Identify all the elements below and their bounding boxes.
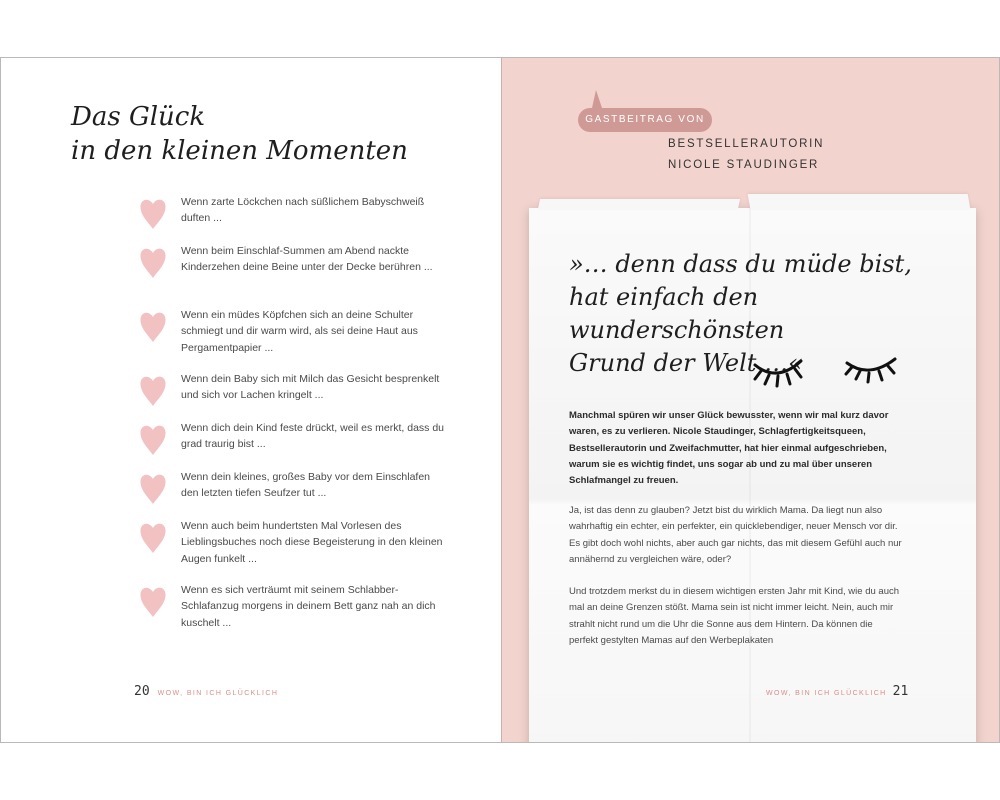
list-item [139, 307, 459, 371]
heart-icon [139, 245, 167, 279]
list-item [139, 194, 459, 243]
folio-left [134, 684, 278, 699]
heart-icon [139, 373, 167, 407]
wish-text: Wenn zarte Löckchen nach süßlichem Babyschweiß duften ... [181, 196, 425, 225]
heart-icon [139, 520, 167, 554]
wish-text: Wenn dich dein Kind feste drückt, weil es merkt, dass du grad traurig bist ... [181, 422, 445, 451]
list-item [139, 582, 459, 646]
wish-text: Wenn ein müdes Köpfchen sich an deine Schulter schmiegt und dir warm wird, als sei deine Haut aus Pergamentpapier ... [181, 309, 418, 354]
list-item [139, 371, 459, 420]
heart-icon [139, 471, 167, 505]
heart-icon [139, 422, 167, 456]
body-paragraph-2: Und trotzdem merkst du in diesem wichtigen ersten Jahr mit Kind, wie du auch mal an deine Grenzen stößt. Mama sein ist nicht immer leicht. Nein, auch mir strahlt nicht rund um die Uhr die Sonne aus dem Hintern. Da können die perfekt gestylten Mamas auf den Werbeplakaten [569, 586, 900, 646]
list-item [139, 469, 459, 518]
quote-line-1: »… denn dass du müde bist, [569, 250, 912, 278]
title-line-1: Das Glück [71, 102, 206, 132]
author-line-2: NICOLE STAUDINGER [668, 159, 820, 171]
author-line-1: BESTSELLERAUTORIN [668, 138, 825, 150]
wish-text: Wenn auch beim hundertsten Mal Vorlesen des Lieblingsbuches noch diese Begeisterung in den kleinen Augen funkelt ... [181, 520, 443, 565]
title-line-2: in den kleinen Momenten [71, 136, 408, 166]
heart-icon [139, 309, 167, 343]
list-item [139, 420, 459, 469]
wish-text: Wenn dein kleines, großes Baby vor dem Einschlafen den letzten tiefen Seufzer tut ... [181, 471, 431, 500]
paper-fold-left [538, 199, 740, 209]
right-page [501, 58, 1000, 743]
body-paragraph-1: Ja, ist das denn zu glauben? Jetzt bist du wirklich Mama. Da liegt nun also wahrhaftig ein echter, ein perfekter, ein quicklebendiger, neuer Mensch vor dir. Es gibt doch wohl nichts, aber auch gar nichts, das mit diesem Gefühl auch nur annähernd zu vergleichen wäre, oder? [569, 505, 902, 565]
page-number: 21 [892, 684, 909, 699]
closed-eyes-icon [749, 353, 909, 393]
wish-text: Wenn dein Baby sich mit Milch das Gesicht besprenkelt und sich vor Lachen kringelt ... [181, 373, 440, 402]
list-item [139, 243, 459, 307]
quote-line-3: Grund der Welt …« [569, 349, 803, 377]
book-spread [0, 57, 1000, 743]
running-title: WOW, BIN ICH GLÜCKLICH [157, 690, 279, 697]
wish-list [139, 194, 459, 646]
tag-label: GASTBEITRAG VON [585, 114, 705, 125]
heart-icon [139, 584, 167, 618]
folded-paper [529, 208, 976, 743]
quote-line-2: hat einfach den wunderschönsten [569, 283, 785, 344]
heart-icon [139, 196, 167, 230]
wish-text: Wenn es sich verträumt mit seinem Schlabber-Schlafanzug morgens in deinem Bett ganz nah an dich kuschelt ... [181, 584, 436, 629]
author-credit [668, 134, 824, 176]
wish-text: Wenn beim Einschlaf-Summen am Abend nackte Kinderzehen deine Beine unter der Decke berühren ... [181, 245, 433, 274]
page-title [71, 100, 408, 168]
left-page [1, 58, 501, 743]
lead-paragraph: Manchmal spüren wir unser Glück bewusster, wenn wir mal kurz davor waren, es zu verlieren. Nicole Staudinger, Schlagfertigkeitsqueen, Bestsellerautorin und Zweifachmutter, hat hier einmal aufgeschrieben, warum sie es wichtig findet, uns sogar ab und zu mal über unseren Schlafmangel zu freuen. [569, 410, 889, 487]
folio-right [766, 684, 908, 699]
paper-fold-right [748, 194, 971, 209]
page-number: 20 [134, 684, 150, 699]
list-item [139, 518, 459, 582]
running-title: WOW, BIN ICH GLÜCKLICH [766, 690, 887, 697]
